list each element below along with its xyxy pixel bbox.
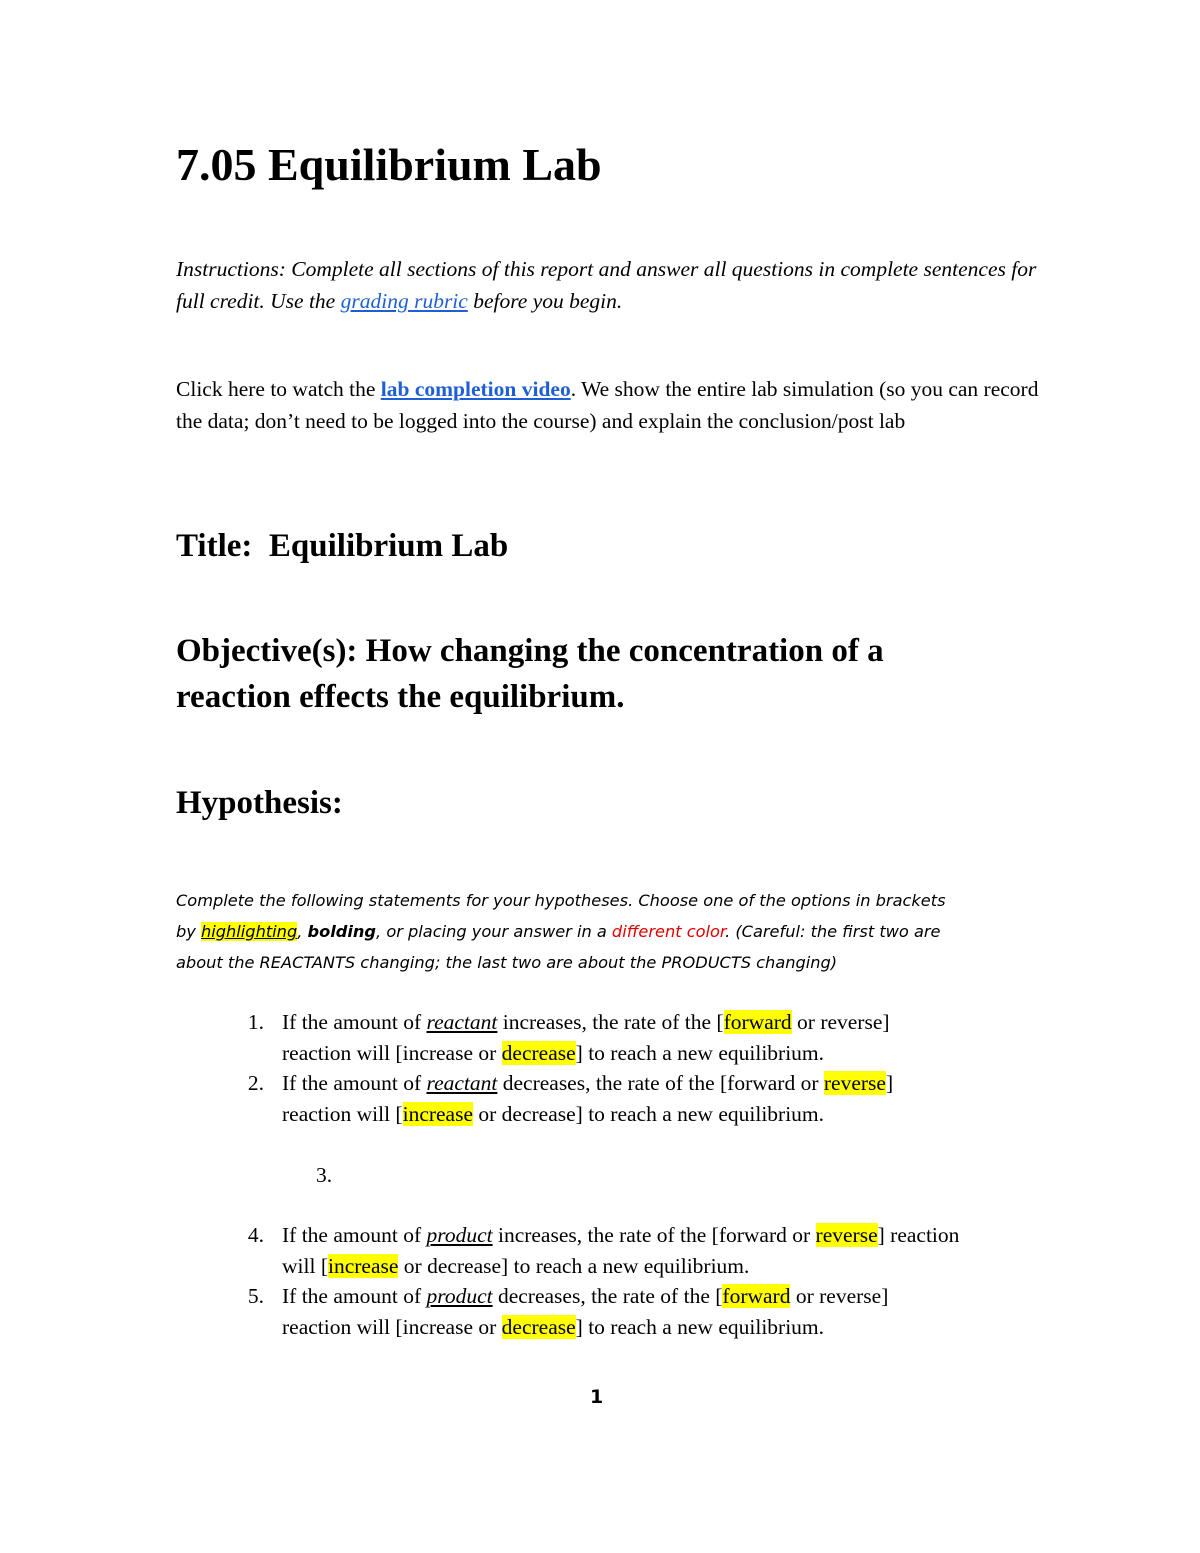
highlighting-word: highlighting bbox=[201, 922, 298, 941]
instructions-paragraph: Instructions: Complete all sections of this report and answer all questions in complete sentences for full credit. Use the grading rubric before you begin. bbox=[176, 257, 1037, 313]
lab-completion-video-link[interactable]: lab completion video bbox=[380, 377, 571, 401]
bolding-word: bolding bbox=[307, 922, 377, 941]
statement-number: 1. bbox=[247, 1010, 264, 1034]
answer-highlight: increase bbox=[402, 1102, 474, 1126]
statement-3-number: 3. bbox=[316, 1163, 333, 1187]
answer-highlight: decrease bbox=[501, 1315, 576, 1339]
answer-highlight: reverse bbox=[815, 1223, 878, 1247]
objective-heading: Objective(s): How changing the concentration of a reaction effects the equilibrium. bbox=[176, 633, 884, 715]
answer-highlight: decrease bbox=[501, 1041, 576, 1065]
hypothesis-instructions: Complete the following statements for your hypotheses. Choose one of the options in brackets by highlighting, bolding, or placing your answer in a different color. (Careful: the first two are about the REACTANTS changing; the last two are about the PRODUCTS changing) bbox=[176, 891, 946, 972]
answer-highlight: reverse bbox=[823, 1071, 886, 1095]
grading-rubric-link[interactable]: grading rubric bbox=[340, 289, 468, 313]
different-color-word: different color bbox=[611, 922, 726, 941]
statement-4: If the amount of product increases, the rate of the [forward or reverse] reaction will [increase or decrease] to reach a new equilibrium. bbox=[282, 1223, 960, 1278]
page-number: 1 bbox=[590, 1386, 604, 1408]
page-title: 7.05 Equilibrium Lab bbox=[176, 139, 602, 190]
hypothesis-heading: Hypothesis: bbox=[176, 785, 343, 821]
title-heading: Title: Equilibrium Lab bbox=[176, 528, 509, 564]
answer-highlight: increase bbox=[327, 1254, 399, 1278]
statement-5: If the amount of product decreases, the rate of the [forward or reverse] reaction will [increase or decrease] to reach a new equilibrium. bbox=[282, 1284, 889, 1339]
statement-1: If the amount of reactant increases, the rate of the [forward or reverse] reaction will [increase or decrease] to reach a new equilibrium. bbox=[282, 1010, 890, 1065]
statement-number: 5. bbox=[247, 1284, 264, 1308]
video-paragraph: Click here to watch the lab completion video. We show the entire lab simulation (so you can record the data; don’t need to be logged into the course) and explain the conclusion/post lab bbox=[176, 377, 1039, 433]
statement-number: 4. bbox=[247, 1223, 264, 1247]
answer-highlight: forward bbox=[723, 1010, 792, 1034]
statement-2: If the amount of reactant decreases, the rate of the [forward or reverse] reaction will [increase or decrease] to reach a new equilibrium. bbox=[282, 1071, 894, 1126]
statement-number: 2. bbox=[247, 1071, 264, 1095]
answer-highlight: forward bbox=[722, 1284, 791, 1308]
